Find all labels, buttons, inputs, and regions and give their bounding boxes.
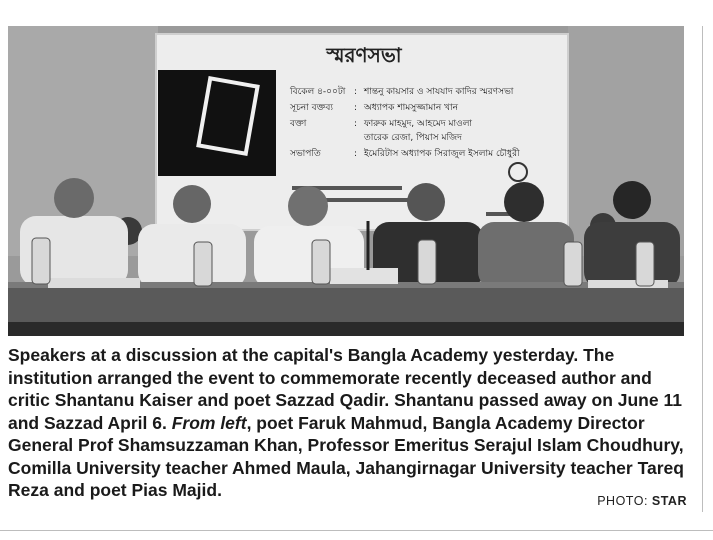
banner-row-label: বক্তা — [290, 119, 307, 129]
banner-title: স্মরণসভা — [326, 43, 402, 67]
water-bottle — [32, 238, 50, 284]
water-bottle — [564, 242, 582, 286]
banner-row-label: সূচনা বক্তব্য — [290, 103, 334, 113]
banner-row-colon: : — [354, 87, 358, 97]
water-bottle — [312, 240, 330, 284]
banner-row-value: তারেক রেজা, পিয়াস মজিদ — [364, 133, 462, 143]
banner-row-value: ফারুক মাহমুদ, আহমেদ মাওলা — [364, 119, 473, 129]
photo-scene — [8, 26, 684, 336]
bottom-divider — [0, 530, 713, 531]
photo-credit — [597, 494, 687, 508]
banner-row-value: ইমেরিটাস অধ্যাপক সিরাজুল ইসলাম চৌধুরী — [364, 149, 520, 159]
caption-text-continued: , poet Faruk Mahmud, Bangla Academy Director General Prof Shamsuzzaman Khan, Professor Emeritus Serajul Islam Choudhury, Comilla University teacher Ahmed Maula, Jahangirnagar University teacher Tareq Reza and poet Pias Majid. — [8, 412, 684, 500]
caption-text: Speakers at a discussion at the capital's Bangla Academy yesterday. The institution arranged the event to commemorate recently deceased author and critic Shantanu Kaiser and poet Sazzad Qadir. Shantanu passed away on June 11 and Sazzad April 6. — [8, 345, 682, 433]
banner-row-value: অধ্যাপক শামসুজ্জামান খান — [364, 103, 458, 113]
water-bottle — [418, 240, 436, 284]
banner-row-colon: : — [354, 119, 358, 129]
table-skirt — [8, 322, 684, 336]
caption-from-left: From left — [171, 412, 247, 433]
flower-box — [330, 268, 398, 284]
banner-row-colon: : — [354, 149, 358, 159]
banner-row-label: সভাপতি — [290, 149, 321, 159]
banner-row-value: শান্তনু কায়সার ও সাযযাদ কাদির স্মরণসভা — [364, 87, 514, 97]
water-bottle — [194, 242, 212, 286]
photo-caption — [8, 344, 692, 502]
credit-source: STAR — [651, 494, 687, 508]
banner-row-label: বিকেল ৪-০০টা — [290, 87, 346, 97]
banner-row-colon: : — [354, 103, 358, 113]
news-photo — [8, 26, 684, 336]
water-bottle — [636, 242, 654, 286]
column-divider — [702, 26, 703, 512]
credit-prefix: PHOTO: — [597, 494, 652, 508]
